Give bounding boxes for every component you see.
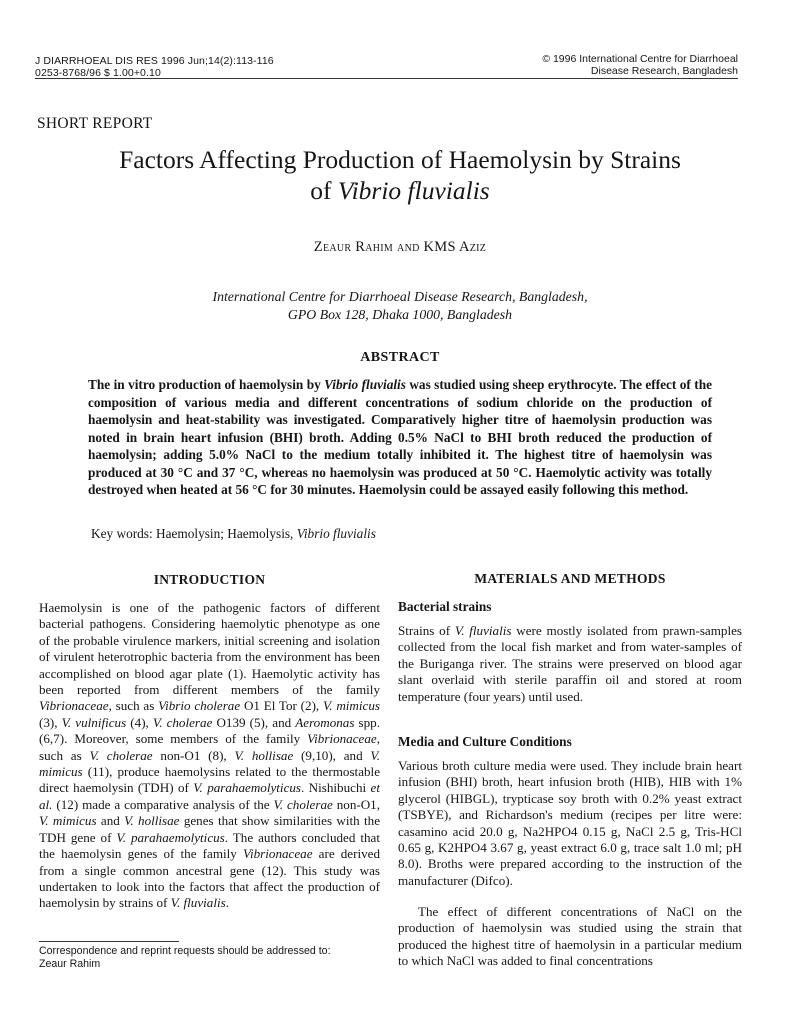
text: Strains of (398, 623, 455, 638)
citation-line-1: J DIARRHOEAL DIS RES 1996 Jun;14(2):113-116 (35, 55, 274, 67)
introduction-heading: INTRODUCTION (153, 572, 266, 587)
media-culture-heading: Media and Culture Conditions (398, 734, 572, 749)
taxon: V. cholerae (89, 747, 153, 763)
introduction-paragraph (39, 600, 380, 912)
taxon: V. mimicus (39, 747, 380, 780)
methods-heading: MATERIALS AND METHODS (474, 571, 666, 586)
title-line-1: Factors Affecting Production of Haemolysin by Strains (119, 145, 681, 174)
citation-line-2: 0253-8768/96 $ 1.00+0.10 (35, 67, 161, 79)
text: . The authors concluded that the haemolysin genes of the family (39, 829, 380, 862)
nacl-effect-paragraph: The effect of different concentrations of NaCl on the production of haemolysin was studied using the strain that produced the highest titre of haemolysin in a particular medium to which NaCl was added to final concentrations (398, 904, 742, 969)
footnote-line-1: Correspondence and reprint requests should be addressed to: (39, 945, 331, 957)
taxon: V. mimicus (322, 698, 380, 714)
taxon: Vibrionaceae (307, 731, 377, 747)
affiliation (40, 288, 760, 324)
text: non-O1, (332, 796, 380, 812)
title-line-2 (40, 175, 760, 206)
text: , such as (108, 698, 159, 714)
text: (11), produce haemolysins related to the thermostable direct haemolysin (TDH) of (39, 764, 380, 796)
taxon: V. vulnificus (61, 714, 127, 730)
taxon: et al. (39, 780, 380, 812)
title-prefix: of (310, 176, 338, 205)
author-names: Zeaur Rahim and KMS Aziz (313, 239, 487, 255)
header-rule (35, 78, 738, 79)
text: (12) made a comparative analysis of the (52, 796, 274, 812)
taxon: V. hollisae (124, 813, 180, 829)
keywords-species: Vibrio fluvialis (296, 526, 376, 541)
text: , such as (39, 731, 380, 763)
bacterial-strains-heading: Bacterial strains (398, 599, 492, 614)
text: (3), (39, 714, 62, 730)
correspondence-footnote (39, 945, 331, 970)
text: and (96, 813, 125, 829)
text: non-O1 (8), (152, 747, 235, 763)
taxon: V. parahaemolyticus (193, 780, 302, 796)
keywords-label: Key words: Haemolysin; Haemolysis, (91, 526, 297, 541)
taxon: V. fluvialis (454, 623, 512, 638)
text: . Nishibuchi (301, 780, 371, 796)
title-species: Vibrio fluvialis (337, 176, 490, 205)
abstract-text (88, 376, 712, 499)
affiliation-line-1: International Centre for Diarrhoeal Disease Research, Bangladesh, (212, 289, 588, 304)
article-type: SHORT REPORT (37, 115, 153, 132)
copyright-notice (542, 53, 738, 77)
footnote-rule (39, 941, 179, 942)
abstract-part: The in vitro production of haemolysin by (88, 377, 325, 392)
taxon: V. parahaemolyticus (116, 829, 225, 845)
text: O1 El Tor (2), (240, 698, 323, 714)
taxon: V. cholerae (273, 796, 333, 812)
copyright-line-1: © 1996 International Centre for Diarrhoeal (542, 53, 738, 65)
keywords (91, 526, 376, 542)
taxon: Aeromonas (295, 714, 355, 730)
text: (9,10), and (293, 747, 371, 763)
text: spp. (6,7). Moreover, some members of the family (39, 714, 380, 747)
bacterial-strains-paragraph (398, 623, 742, 705)
taxon: Vibrio cholerae (158, 698, 241, 714)
text: O139 (5), and (212, 714, 296, 730)
copyright-line-2: Disease Research, Bangladesh (590, 65, 738, 77)
taxon: V. hollisae (234, 747, 294, 763)
footnote-line-2: Zeaur Rahim (39, 957, 101, 970)
journal-citation (35, 55, 274, 79)
taxon: V. fluvialis (170, 895, 226, 911)
text: genes that show similarities with the TDH gene of (39, 813, 381, 845)
text: are derived from a single common ancestral gene (12). This study was undertaken to look into the factors that affect the production of haemolysin by strains of (39, 846, 381, 911)
text: Haemolysin is one of the pathogenic factors of different bacterial pathogens. Considering haemolytic phenotype as one of the probable virulence markers, initial screening and isolation of virulent heterotrophic bacteria from the environment has been accomplished on blood agar plate (1). Haemolytic activity has been reported from different members of the family (39, 600, 380, 698)
abstract-heading: ABSTRACT (360, 350, 440, 365)
taxon: V. cholerae (152, 714, 213, 730)
article-title (40, 144, 760, 206)
text: . (225, 895, 229, 911)
text: (4), (126, 714, 153, 730)
taxon: V. mimicus (39, 813, 97, 829)
abstract-species: Vibrio fluvialis (324, 377, 406, 392)
affiliation-line-2: GPO Box 128, Dhaka 1000, Bangladesh (287, 307, 513, 322)
taxon: Vibrionaceae (39, 698, 109, 714)
text: were mostly isolated from prawn-samples collected from the local fish market and from water-samples of the Buriganga river. The strains were preserved on blood agar slant overlaid with sterile paraffin oil and stored at room temperature (four years) until used. (398, 623, 743, 704)
abstract-part: was studied using sheep erythrocyte. The effect of the composition of various media and different concentrations of sodium chloride on the production of haemolysin and heat-stability was investigated. Comparatively higher titre of haemolysin production was noted in brain heart infusion (BHI) broth. Adding 0.5% NaCl to BHI broth reduced the production of haemolysin; adding 5.0% NaCl to the medium totally inhibited it. The highest titre of haemolysin was produced at 30 °C and 37 °C, whereas no haemolysin was produced at 50 °C. Haemolytic activity was totally destroyed when heated at 56 °C for 30 minutes. Haemolysin could be assayed easily following this method. (88, 377, 712, 497)
media-culture-paragraph: Various broth culture media were used. They include brain heart infusion (BHI) broth, heart infusion broth (HIB), HIB with 1% glycerol (HIBGL), trypticase soy broth with 0.2% yeast extract (TSBYE), and Richardson's medium (recipes per litre were: casamino acid 20.0 g, Na2HPO4 0.15 g, NaCl 2.5 g, Tris-HCl 0.65 g, K2HPO4 3.67 g, yeast extract 6.0 g, trace salt 1.0 ml; pH 8.0). Broths were prepared according to the instruction of the manufacturer (Difco). (398, 758, 742, 888)
authors (40, 239, 760, 256)
taxon: Vibrionaceae (242, 846, 313, 862)
